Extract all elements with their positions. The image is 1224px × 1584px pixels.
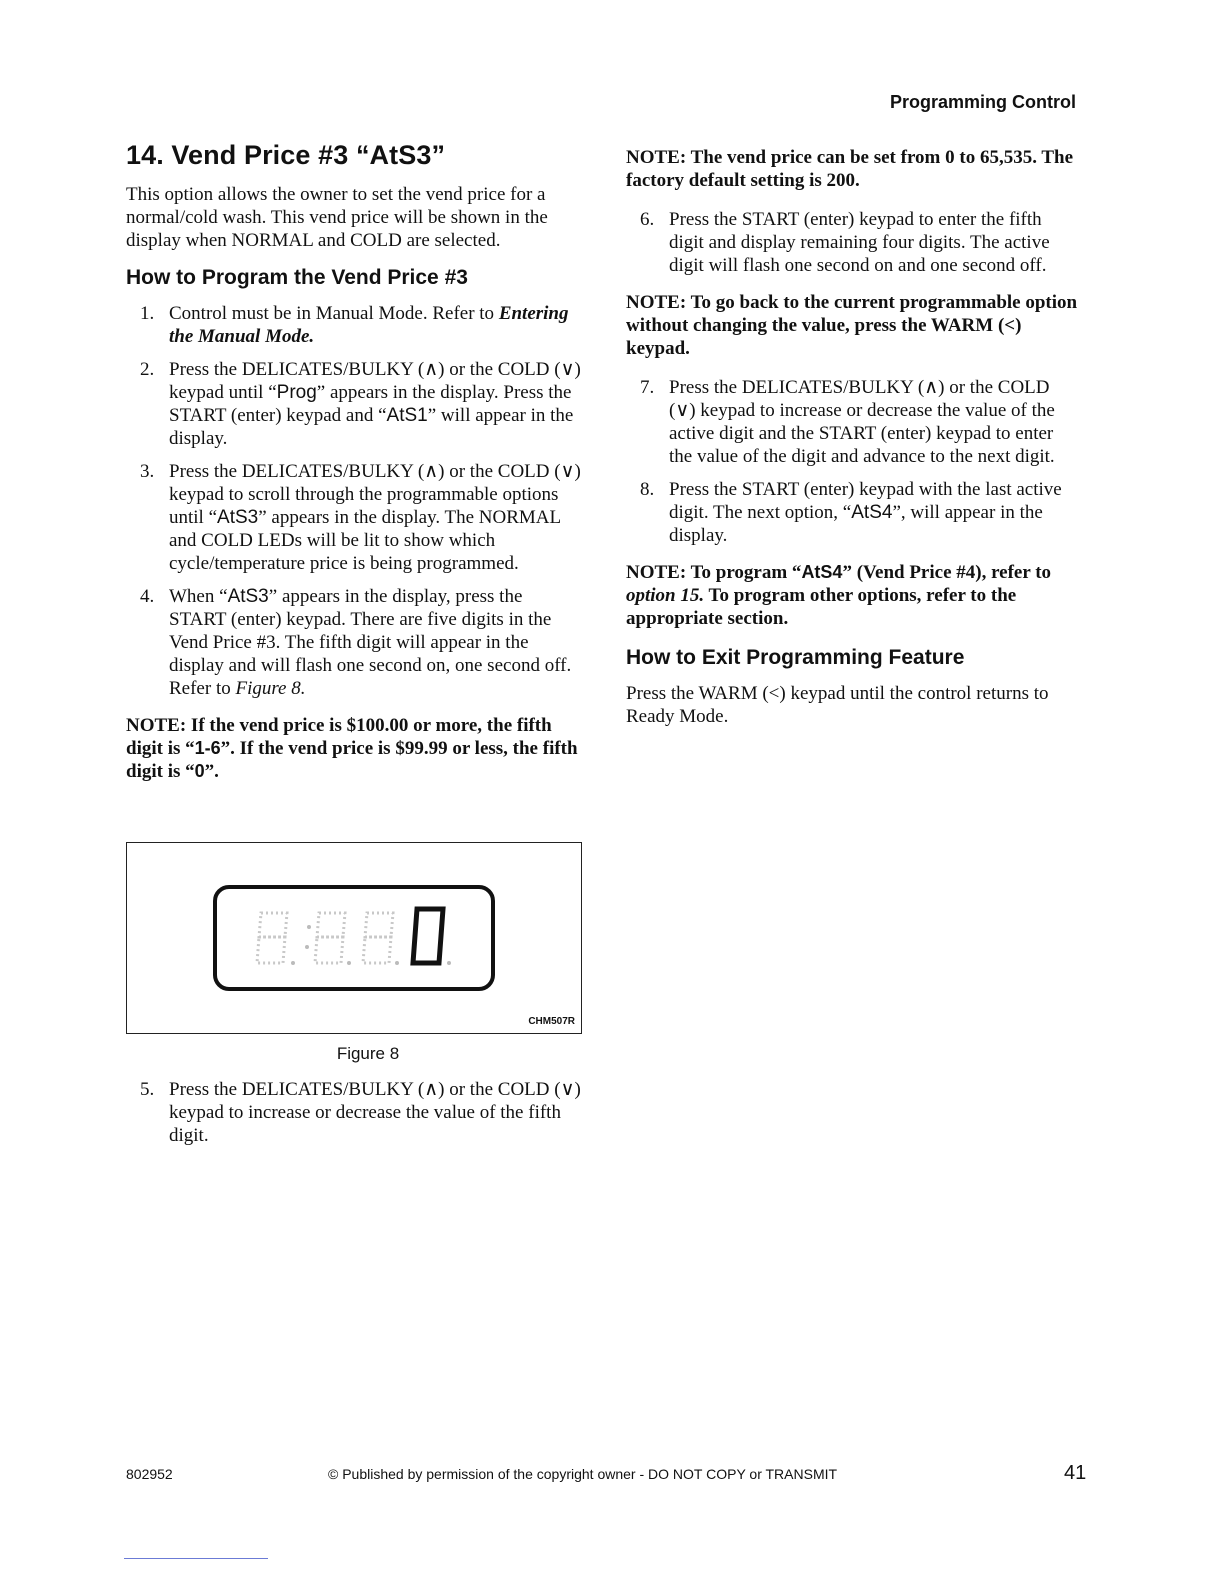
footer-doc-number: 802952 xyxy=(126,1466,173,1482)
seven-segment-display xyxy=(213,885,495,991)
footer-page-number: 41 xyxy=(1064,1462,1087,1484)
step-5: 5. Press the DELICATES/BULKY (∧) or the COLD (∨) keypad to increase or decrease the value of the fifth digit. xyxy=(140,1079,581,1146)
subheading-exit: How to Exit Programming Feature xyxy=(626,646,965,669)
display-code-ats4: AtS4 xyxy=(851,502,893,523)
ghost-digit-3 xyxy=(363,913,393,963)
figure-code: CHM507R xyxy=(528,1016,575,1027)
steps-list-right-a xyxy=(626,208,1078,277)
manual-mode-reference: Entering the Manual Mode. xyxy=(169,303,569,347)
section-title: 14. Vend Price #3 “AtS3” xyxy=(126,140,446,170)
step-5-container xyxy=(126,1078,584,1161)
option-15-reference: option 15. xyxy=(626,585,705,606)
decimal-point-2 xyxy=(347,961,351,965)
display-code-ats1: AtS1 xyxy=(386,405,428,426)
note-go-back: NOTE: To go back to the current programmable option without changing the value, press the WARM (<) keypad. xyxy=(626,292,1078,359)
subheading-how-to-program: How to Program the Vend Price #3 xyxy=(126,266,468,289)
steps-list-step5 xyxy=(126,1078,584,1147)
display-code-ats3: AtS3 xyxy=(227,586,269,607)
exit-text: Press the WARM (<) keypad until the control returns to Ready Mode. xyxy=(626,683,1049,727)
figure-reference: Figure 8. xyxy=(235,678,306,699)
section-intro: This option allows the owner to set the vend price for a normal/cold wash. This vend price will be shown in the display when NORMAL and COLD are selected. xyxy=(126,184,548,251)
decimal-point-4 xyxy=(447,961,451,965)
figure-8-box xyxy=(126,842,582,1034)
steps-list-right-b xyxy=(626,376,1078,547)
step-2: 2. Press the DELICATES/BULKY (∧) or the COLD (∨) keypad until “Prog” appears in the display. Press the START (enter) keypad and “AtS1” will appear in the display. xyxy=(140,359,581,449)
colon-bottom xyxy=(305,945,309,949)
step-6: 6. Press the START (enter) keypad to enter the fifth digit and display remaining four digits. The active digit will flash one second on and one second off. xyxy=(640,209,1050,276)
steps-list-left xyxy=(126,302,584,700)
note-next-option: NOTE: To program “AtS4” (Vend Price #4), refer to option 15. To program other options, refer to the appropriate section. xyxy=(626,562,1052,629)
step-3: 3. Press the DELICATES/BULKY (∧) or the COLD (∨) keypad to scroll through the programmable options until “AtS3” appears in the display. The NORMAL and COLD LEDs will be lit to show which cycle/temperature price is being programmed. xyxy=(140,461,581,574)
step-4: 4. When “AtS3” appears in the display, press the START (enter) keypad. There are five digits in the Vend Price #3. The fifth digit will appear in the display and will flash one second on, one second off. Refer to Figure 8. xyxy=(140,586,572,699)
step-8: 8. Press the START (enter) keypad with the last active digit. The next option, “AtS4”, will appear in the display. xyxy=(640,479,1062,546)
ghost-digit-1 xyxy=(257,913,287,963)
display-digits xyxy=(217,889,491,987)
bottom-divider xyxy=(124,1558,268,1559)
note-fifth-digit: NOTE: If the vend price is $100.00 or more, the fifth digit is “1-6”. If the vend price is $99.99 or less, the fifth digit is “0”. xyxy=(126,715,578,782)
step-7: 7. Press the DELICATES/BULKY (∧) or the COLD (∨) keypad to increase or decrease the value of the active digit and the START (enter) keypad to enter the value of the digit and advance to the next digit. xyxy=(640,377,1055,467)
decimal-point-3 xyxy=(395,961,399,965)
left-column xyxy=(126,140,584,799)
active-digit-zero xyxy=(413,909,443,963)
running-header: Programming Control xyxy=(889,92,1076,112)
figure-caption: Figure 8 xyxy=(336,1044,400,1063)
decimal-point-1 xyxy=(291,961,295,965)
colon-top xyxy=(307,925,311,929)
note-price-range: NOTE: The vend price can be set from 0 to 65,535. The factory default setting is 200. xyxy=(626,147,1074,191)
ghost-digit-2 xyxy=(315,913,345,963)
step-1: 1. Control must be in Manual Mode. Refer to Entering the Manual Mode. xyxy=(140,303,569,347)
display-code-ats3: AtS3 xyxy=(217,507,259,528)
footer-copyright: © Published by permission of the copyright owner - DO NOT COPY or TRANSMIT xyxy=(328,1466,838,1482)
display-code-prog: Prog xyxy=(276,382,317,403)
right-column xyxy=(626,146,1078,742)
